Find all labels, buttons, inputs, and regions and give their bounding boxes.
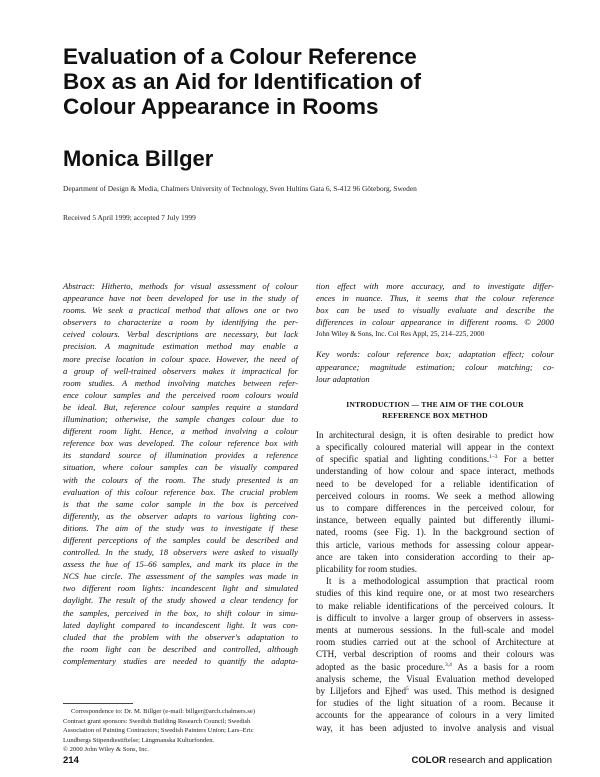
body-line: nated, rooms (see Fig. 1). In the background section of (316, 527, 554, 538)
abstract-line: room studies. A method involving matches between refer- (63, 377, 298, 388)
abstract-line: situation, where colour samples can be visually compared (63, 462, 298, 473)
body-line (316, 661, 554, 673)
reference-superscript: 1–3 (489, 454, 498, 461)
abstract-line: evaluation of this colour reference box. The crucial problem (63, 486, 298, 497)
body-line: analysis scheme, the Visual Evaluation method developed (316, 673, 554, 684)
received-dates: Received 5 April 1999; accepted 7 July 1999 (63, 213, 196, 222)
body-line: studies of this kind require one, or at most two researchers (316, 588, 554, 599)
abstract-line: illumination; otherwise, the sample changes colour due to (63, 414, 298, 425)
page-number: 214 (63, 755, 79, 766)
body-line: plicability for room studies. (316, 563, 418, 574)
journal-name-bold: COLOR (411, 755, 446, 766)
abstract-line: precision. A magnitude estimation method may enable a (63, 341, 298, 352)
abstract-line: daylight. The result of the study showed a clear tendency for (63, 595, 298, 606)
footnote-line: Correspondence to: Dr. M. Billger (e-mail: billger@arch.chalmers.se) (71, 708, 256, 715)
footnote-line: Contract grant sponsors: Swedish Building Research Council; Swedish (63, 717, 251, 725)
abstract-line: reference box was developed. The colour reference box with (63, 438, 298, 449)
abstract-line: controlled. In the study, 18 observers were asked to visually (63, 547, 298, 558)
body-line: accounts for the appearance of colours in a very limited (316, 710, 554, 721)
abstract-line: differently, as the observer adapts to various lighting con- (63, 510, 298, 521)
body-line: In architectural design, it is often desirable to predict how (316, 429, 554, 440)
title-line: Box as an Aid for Identification of (63, 69, 421, 94)
body-line: this article, various methods for assessing colour appear- (316, 539, 554, 550)
abstract-line: lated daylight compared to incandescent light. It was con- (63, 619, 298, 630)
body-line: perceived colours in rooms. We seek a method allowing (316, 490, 554, 501)
body-line: is difficult to involve a larger group of observers in assess- (316, 612, 554, 623)
abstract-line: tion effect with more accuracy, and to investigate differ- (316, 281, 554, 291)
body-line: It is a methodological assumption that practical room (326, 576, 554, 587)
intro-paragraph-1 (316, 429, 554, 575)
copyright-citation: John Wiley & Sons, Inc. Col Res Appl, 25, 214–225, 2000 (316, 330, 485, 339)
body-line: way, it has been adjusted to involve analysis and visual (316, 722, 554, 733)
footnotes (63, 707, 303, 755)
abstract-line: ence colour samples and the perceived room colours would (63, 389, 298, 400)
abstract-line: box can be used to visually evaluate and describe the (316, 305, 554, 316)
abstract-line: complementary studies are needed to quantify the adapta- (63, 655, 298, 666)
abstract-line: rooms. We seek a practical method that allows one or two (63, 305, 298, 316)
body-line: to make reliable identifications of the perceived colours. It (316, 600, 554, 611)
footnote-line: © 2000 John Wiley & Sons, Inc. (63, 746, 149, 754)
keywords-line: lour adaptation (316, 373, 370, 384)
abstract-line: be ideal. But, reference colour samples require a standard (63, 401, 298, 412)
title-line: Colour Appearance in Rooms (63, 94, 379, 119)
abstract-line: Abstract: Hitherto, methods for visual assessment of colour (63, 281, 298, 291)
reference-superscript: 3,4 (445, 661, 452, 668)
keywords (316, 348, 554, 384)
journal-name-rest: research and application (445, 755, 552, 766)
body-text: was used. This method is designed (408, 686, 554, 697)
body-line: need to be developed for a reliable identification of (316, 478, 554, 489)
article-title (63, 44, 533, 119)
keywords-line: appearance; magnitude estimation; colour matching; co- (316, 361, 554, 372)
body-text: by Liljefors and Ejhed (316, 686, 406, 697)
right-column (316, 280, 554, 734)
reference-superscript: 5 (406, 685, 409, 692)
abstract-line: different room light. Hence, a method involving a colour (63, 426, 298, 437)
abstract-line: two different room lights: incandescent light and simulated (63, 583, 298, 594)
abstract-line: NCS hue circle. The assessment of the samples was made in (63, 571, 298, 582)
abstract-column (63, 280, 298, 667)
abstract-line: its standard source of illumination provides a reference (63, 450, 298, 461)
abstract (63, 280, 298, 667)
heading-line: INTRODUCTION — THE AIM OF THE COLOUR (346, 399, 524, 409)
body-line: for studies of the light situation of a room. Because it (316, 698, 554, 709)
body-line (316, 453, 554, 465)
section-heading (316, 399, 554, 421)
abstract-line: ditions. The aim of the study was to investigate if these (63, 522, 298, 533)
title-line: Evaluation of a Colour Reference (63, 44, 417, 69)
body-line: ments at numerous sessions. In the full-scale and model (316, 625, 554, 635)
abstract-line: the samples, perceived in the box, to shift colour in simu- (63, 607, 298, 618)
footnote-divider (63, 703, 133, 704)
body-line: ance are taken into consideration according to their ap- (316, 551, 554, 562)
abstract-line: assess the hue of 15–66 samples, and mark its place in the (63, 559, 298, 570)
abstract-line: a group of well-trained observers makes it impractical for (63, 365, 298, 376)
body-line: understanding of how colour and space interact, methods (316, 466, 554, 477)
abstract-line: with the colours of the room. The study presented is an (63, 474, 298, 485)
keywords-line: Key words: colour reference box; adaptation effect; colour (316, 349, 554, 360)
footnote-line: Association of Painting Contractors; Swedish Painters Union; Lars–Eric (63, 727, 254, 735)
footnote-line: Lundbergs Stipendiestiftelse; Längmanska Kulturfonden. (63, 736, 215, 744)
body-text: adopted as the basic procedure. (316, 661, 446, 672)
abstract-line: observers to characterize a room by identifying the per- (63, 317, 298, 328)
abstract-line: different perceptions of the samples could be described and (63, 534, 298, 545)
abstract-line: ceived colours. Verbal descriptions are necessary, but lack (63, 329, 298, 340)
body-text: As a basis for a room (451, 661, 554, 672)
heading-line: REFERENCE BOX METHOD (382, 410, 488, 420)
abstract-line: differences in colour appearance in different rooms. © 2000 (316, 317, 554, 328)
body-line: CTH, verbal description of rooms and their colours was (316, 649, 554, 660)
intro-paragraph-2 (316, 575, 554, 734)
abstract-continuation (316, 280, 554, 328)
abstract-line: appearance have not been developed for use in the study of (63, 293, 298, 304)
body-line: us to compare differences in the perceived colour, for (316, 502, 554, 513)
abstract-line: cluded that the problem with the observer's adaptation to (63, 631, 298, 642)
abstract-line: the room light can be described and controlled, although (63, 643, 298, 654)
journal-name (412, 755, 552, 766)
abstract-line: ences in nuance. Thus, it seems that the colour reference (316, 293, 554, 304)
body-line (316, 685, 554, 697)
abstract-line: more precise location in colour space. However, the need of (63, 353, 298, 364)
body-line: instance, between equally painted but differently illumi- (316, 515, 554, 526)
author-affiliation: Department of Design & Media, Chalmers University of Technology, Sven Hultins Gata 6, S-412 96 Göteborg, Sweden (63, 184, 417, 193)
author-name: Monica Billger (63, 146, 214, 171)
body-line: a specifically coloured material will appear in the context (316, 441, 554, 452)
abstract-line: is that the same color sample in the box is perceived (63, 498, 298, 509)
body-text: of specific spatial and lighting conditions. (316, 454, 490, 465)
body-text: For a better (497, 454, 554, 465)
body-line: room studies carried out at the school of Architecture at (316, 637, 554, 648)
